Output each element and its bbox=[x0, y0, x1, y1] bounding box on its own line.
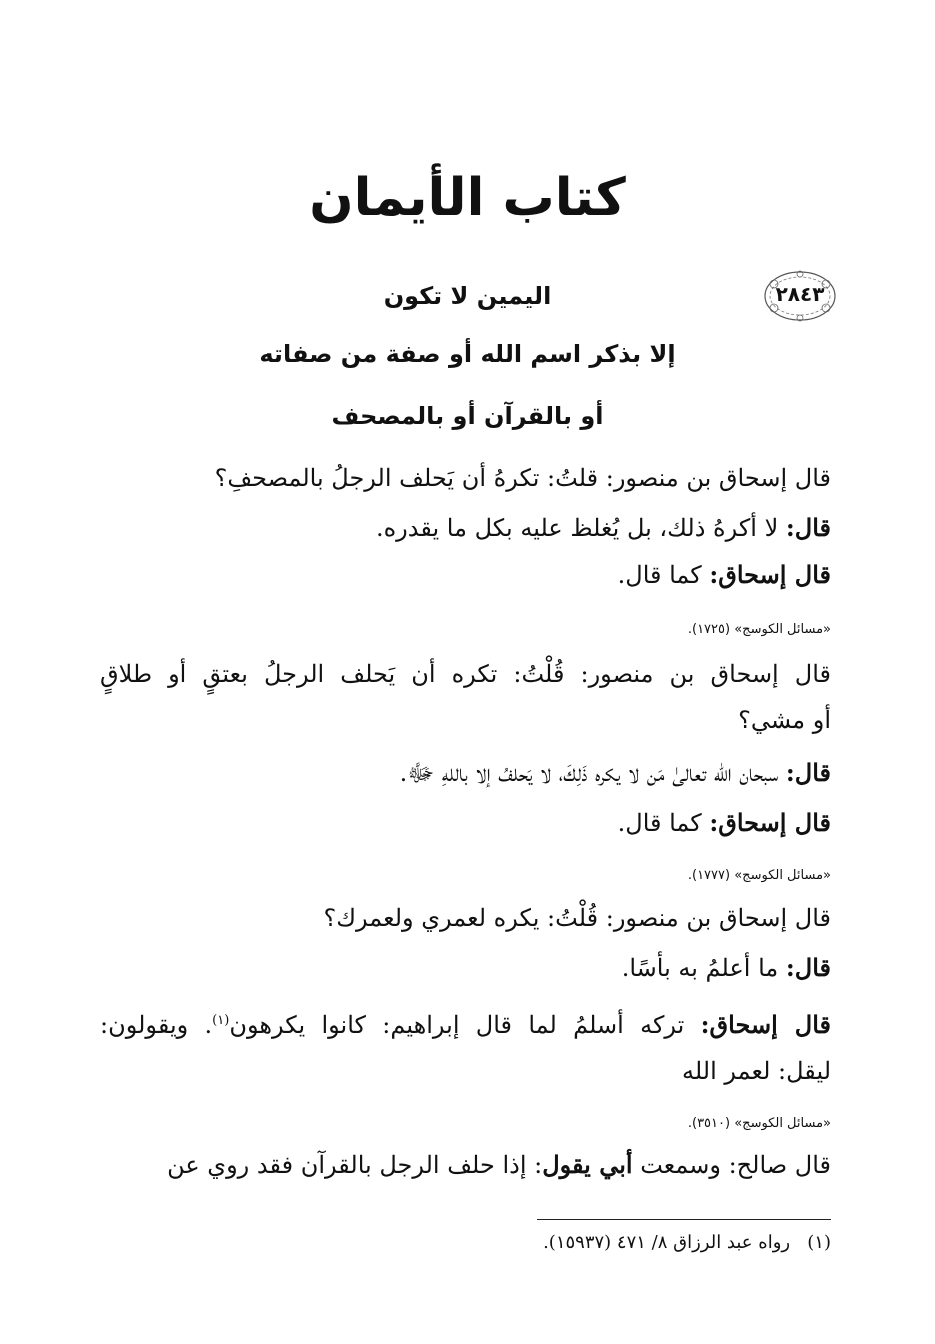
speaker-label: قال: bbox=[785, 513, 831, 542]
answer-line bbox=[100, 753, 831, 793]
speaker-label: قال إسحاق: bbox=[709, 808, 831, 837]
answer-line bbox=[100, 508, 831, 548]
speaker-label: قال: bbox=[785, 758, 831, 787]
saleh-line bbox=[100, 1145, 831, 1185]
footnote-reference[interactable]: (١) bbox=[212, 1013, 230, 1028]
chapter-heading-line-2: إلا بذكر اسم الله أو صفة من صفاته bbox=[259, 340, 676, 368]
ishaq-text-continued: . ويقولون: bbox=[100, 1011, 213, 1039]
speaker-label: قال: bbox=[785, 953, 831, 982]
source-citation: «مسائل الكوسج» (٣٥١٠). bbox=[687, 1116, 831, 1131]
answer-text: لا أكرهُ ذلك، بل يُغلظ عليه بكل ما يقدره. bbox=[375, 514, 779, 542]
answer-text: ما أعلمُ به بأسًا. bbox=[621, 954, 779, 982]
saleh-text-rest: : إذا حلف الرجل بالقرآن فقد روي عن bbox=[167, 1151, 543, 1179]
footnote bbox=[543, 1232, 831, 1253]
speaker-label: قال إسحاق: bbox=[700, 1010, 831, 1039]
answer-text: سبحان الله تعالىٰ مَن لا يكره ذَلِكَ، لا يَحلفُ إلا باللهِ ﷻ. bbox=[399, 759, 779, 787]
ishaq-text: كما قال. bbox=[617, 809, 702, 837]
book-title: كتاب الأيمان bbox=[309, 168, 626, 228]
question-line: قال إسحاق بن منصور: قُلْتُ: تكره أن يَحلف الرجلُ بعتقٍ أو طلاقٍ bbox=[100, 660, 831, 688]
saleh-text: قال صالح: وسمعت bbox=[640, 1151, 831, 1179]
footnote-text: رواه عبد الرزاق ٨/ ٤٧١ (١٥٩٣٧). bbox=[543, 1232, 791, 1253]
answer-line bbox=[100, 948, 831, 988]
chapter-heading-line-1: اليمين لا تكون bbox=[383, 282, 552, 310]
question-line: قال إسحاق بن منصور: قُلْتُ: يكره لعمري ولعمرك؟ bbox=[323, 904, 831, 932]
ishaq-line bbox=[100, 1001, 831, 1045]
question-line: قال إسحاق بن منصور: قلتُ: تكرهُ أن يَحلف الرجلُ بالمصحفِ؟ bbox=[214, 464, 831, 492]
chapter-number: ٢٨٤٣ bbox=[775, 282, 825, 306]
question-line-continued: أو مشي؟ bbox=[738, 706, 831, 734]
bold-phrase: أبي يقول bbox=[542, 1150, 633, 1179]
ishaq-text: كما قال. bbox=[617, 561, 702, 589]
ishaq-line bbox=[100, 555, 831, 595]
source-citation: «مسائل الكوسج» (١٧٧٧). bbox=[687, 868, 831, 883]
ishaq-line bbox=[100, 803, 831, 843]
footnote-marker: (١) bbox=[807, 1232, 831, 1253]
ishaq-text: تركه أسلمُ لما قال إبراهيم: كانوا يكرهون bbox=[229, 1011, 685, 1039]
chapter-heading-line-3: أو بالقرآن أو بالمصحف bbox=[331, 402, 604, 430]
source-citation: «مسائل الكوسج» (١٧٢٥). bbox=[687, 622, 831, 637]
speaker-label: قال إسحاق: bbox=[709, 560, 831, 589]
footnote-divider bbox=[537, 1219, 831, 1220]
ishaq-line-continued: ليقل: لعمر الله bbox=[681, 1057, 831, 1085]
